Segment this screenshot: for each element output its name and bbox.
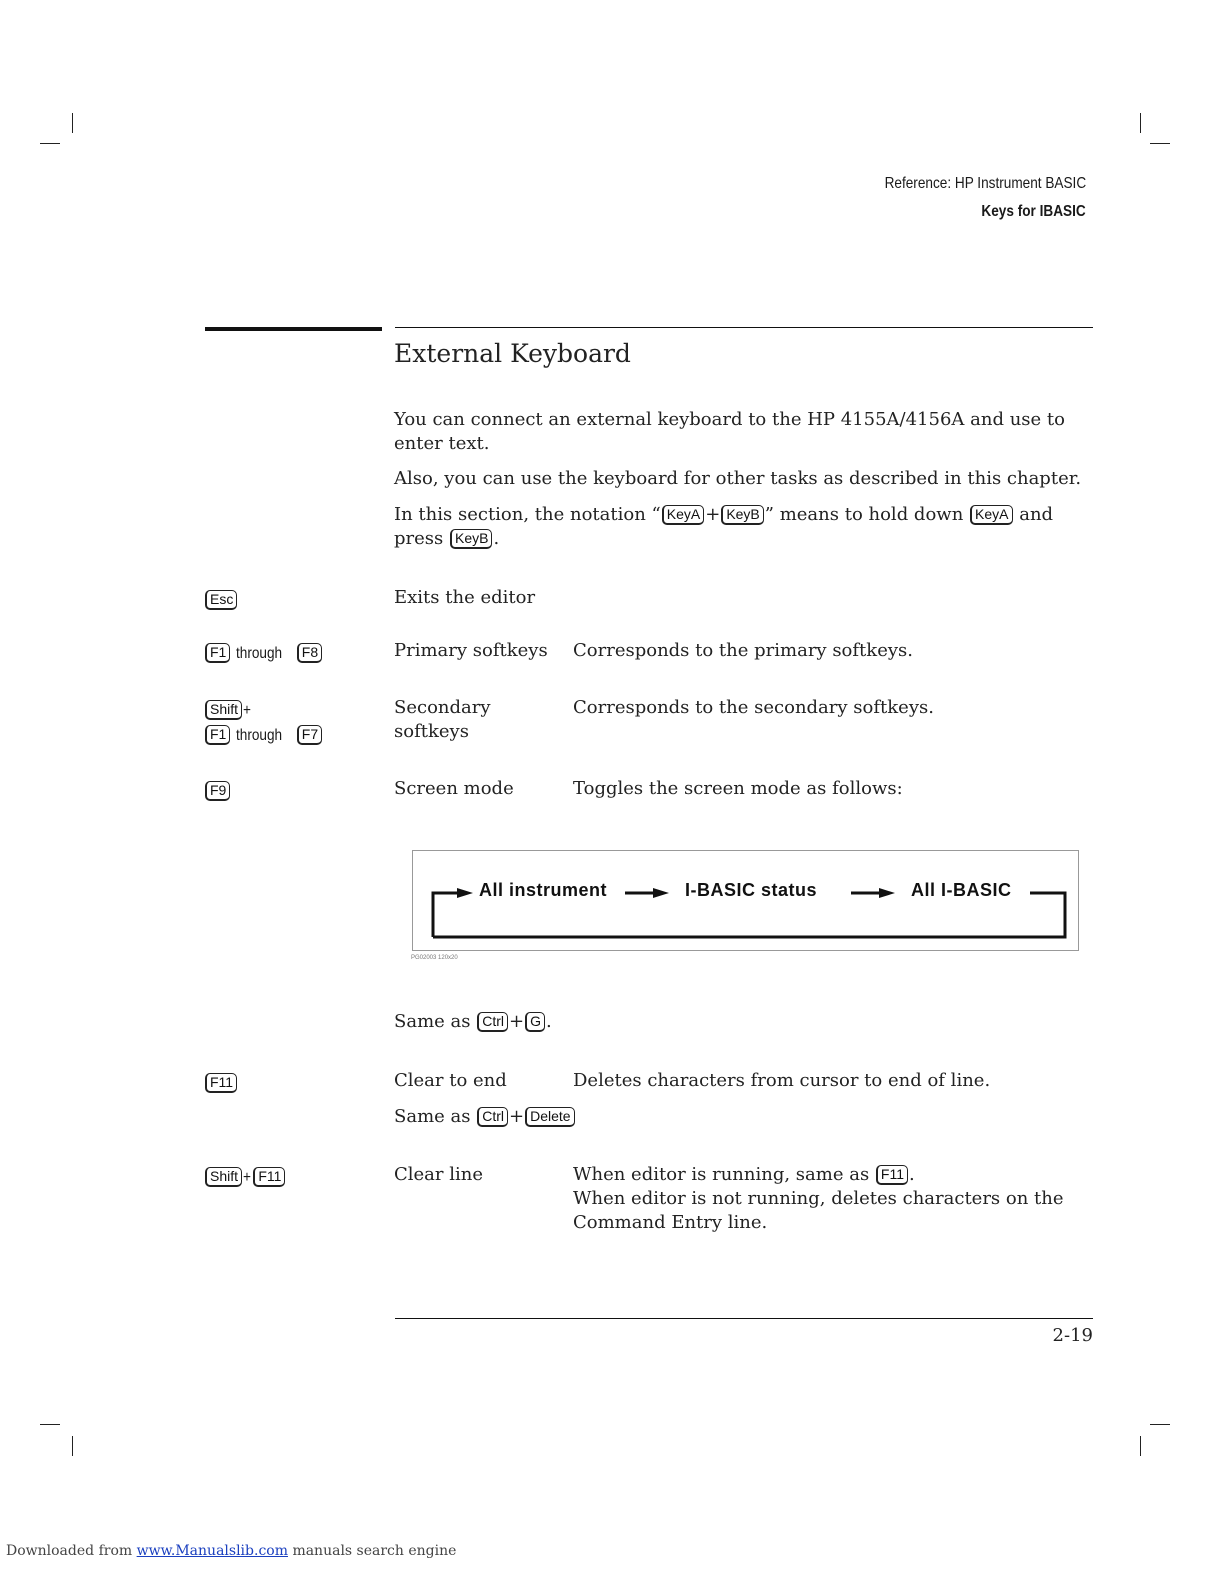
running-header-subsection: Keys for IBASIC (981, 203, 1086, 220)
notation-text: and (1019, 504, 1054, 525)
screen-mode-name: Screen mode (394, 778, 514, 799)
footer-prefix: Downloaded from (6, 1543, 133, 1559)
download-footer (6, 1543, 456, 1559)
primary-softkeys-desc: Corresponds to the primary softkeys. (573, 640, 913, 661)
g-key-cap: G (525, 1012, 545, 1032)
clear-line-desc-1: When editor is running, same as (573, 1164, 870, 1185)
f11-key-cap: F11 (205, 1073, 237, 1093)
screen-mode-diagram (412, 850, 1079, 951)
figure-id: PG02003 120x20 (411, 955, 458, 961)
clear-to-end-desc: Deletes characters from cursor to end of line. (573, 1070, 991, 1091)
clear-line-desc-3: Command Entry line. (573, 1212, 768, 1233)
plus-sign: + (243, 702, 251, 719)
period: . (493, 528, 500, 549)
intro-paragraph-1 (394, 408, 1094, 456)
f11-key-cap: F11 (876, 1165, 908, 1185)
mode-ibasic-status: I-BASIC status (685, 880, 818, 900)
key-a-cap: KeyA (662, 505, 704, 525)
delete-key-cap: Delete (525, 1107, 574, 1127)
screen-mode-desc: Toggles the screen mode as follows: (573, 778, 903, 799)
intro-paragraph-3 (394, 503, 1094, 551)
shift-key-cap: Shift (205, 700, 242, 720)
esc-key-cap: Esc (205, 590, 237, 610)
intro-p1-line2: enter text. (394, 433, 490, 454)
intro-p1-line1: You can connect an external keyboard to the HP 4155A/4156A and use to (394, 409, 1065, 430)
notation-text: In this section, the notation “ (394, 504, 661, 525)
section-title: External Keyboard (394, 339, 631, 368)
clear-line-name: Clear line (394, 1164, 483, 1185)
crop-mark (1150, 143, 1170, 144)
key-column-esc (204, 588, 238, 612)
mode-all-ibasic: All I-BASIC (911, 880, 1012, 900)
footer-suffix: manuals search engine (292, 1543, 457, 1559)
f7-key-cap: F7 (297, 725, 322, 745)
running-header-section: Reference: HP Instrument BASIC (884, 175, 1086, 192)
crop-mark (72, 1436, 73, 1456)
primary-softkeys-name: Primary softkeys (394, 640, 548, 661)
secondary-softkeys-name (394, 696, 491, 744)
key-a-cap: KeyA (970, 505, 1012, 525)
crop-mark (1150, 1424, 1170, 1425)
footer-rule (395, 1318, 1093, 1319)
page-number: 2-19 (1052, 1325, 1093, 1346)
plus-sign: + (705, 504, 721, 525)
crop-mark (72, 113, 73, 133)
esc-function-name: Exits the editor (394, 587, 536, 608)
crop-mark (40, 1424, 60, 1425)
manualslib-link[interactable]: www.Manualslib.com (136, 1543, 288, 1559)
clear-to-end-name: Clear to end (394, 1070, 507, 1091)
ctrl-key-cap: Ctrl (477, 1107, 508, 1127)
secondary-name-line2: softkeys (394, 721, 469, 742)
clear-line-desc-2: When editor is not running, deletes characters on the (573, 1188, 1064, 1209)
shift-key-cap: Shift (205, 1167, 242, 1187)
key-column-shift-f1-f7 (204, 698, 323, 748)
crop-mark (40, 143, 60, 144)
key-column-f11 (204, 1071, 238, 1095)
f9-key-cap: F9 (205, 781, 230, 801)
period: . (909, 1164, 915, 1185)
f11-key-cap: F11 (253, 1167, 285, 1187)
clear-line-desc (573, 1163, 1073, 1235)
crop-mark (1140, 113, 1141, 133)
same-as-text: Same as (394, 1106, 471, 1127)
notation-text: press (394, 528, 444, 549)
ctrl-key-cap: Ctrl (477, 1012, 508, 1032)
secondary-name-line1: Secondary (394, 697, 491, 718)
key-column-shift-f11 (204, 1165, 286, 1190)
arrow-head (879, 888, 895, 898)
same-as-text: Same as (394, 1011, 471, 1032)
mode-all-instrument: All instrument (479, 880, 608, 900)
key-b-cap: KeyB (721, 505, 763, 525)
through-text: through (236, 727, 283, 744)
plus-sign: + (509, 1011, 525, 1032)
f9-same-as (394, 1010, 552, 1034)
plus-sign: + (509, 1106, 525, 1127)
key-column-f9 (204, 779, 231, 803)
f8-key-cap: F8 (297, 643, 322, 663)
f11-same-as (394, 1105, 576, 1129)
secondary-softkeys-desc: Corresponds to the secondary softkeys. (573, 697, 934, 718)
notation-text: ” means to hold down (764, 504, 964, 525)
arrow-head (653, 888, 669, 898)
section-rule-thin (395, 327, 1093, 328)
key-b-cap: KeyB (450, 529, 492, 549)
f1-key-cap: F1 (205, 643, 230, 663)
section-rule-thick (205, 327, 382, 331)
arrow-head (457, 888, 473, 898)
crop-mark (1140, 1436, 1141, 1456)
f1-key-cap: F1 (205, 725, 230, 745)
period: . (545, 1011, 552, 1032)
through-text: through (236, 645, 283, 662)
intro-paragraph-2: Also, you can use the keyboard for other tasks as described in this chapter. (394, 468, 1082, 489)
plus-sign: + (243, 1169, 251, 1186)
key-column-f1-f8 (204, 641, 323, 666)
